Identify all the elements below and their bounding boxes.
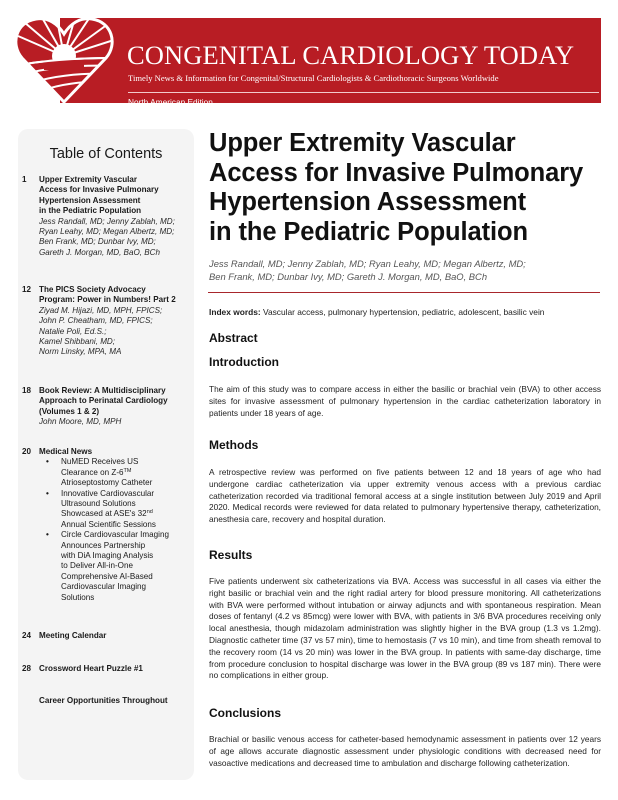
toc-author-line: Jess Randall, MD; Jenny Zablah, MD; <box>39 216 175 226</box>
methods-text: A retrospective review was performed on five patients between 12 and 18 years of age who had undergone cardiac catheterization via upper extremity venous access with a previous cardiac catheterization recorded via traditional femoral access at a single institution between July 2019 and April 2020. Medical records were reviewed for data related to pulmonary hypertensive therapy, catheterization, anesthesia care, recovery and hospital duration. <box>209 467 601 525</box>
article-title-line: Access for Invasive Pulmonary <box>209 158 584 187</box>
toc-entry-authors <box>39 417 197 427</box>
publication-tagline: Timely News & Information for Congenital/Structural Cardiologists & Cardiothoracic Surgeons Worldwide <box>128 73 499 83</box>
toc-title-line: Approach to Perinatal Cardiology <box>39 396 168 406</box>
abstract-heading: Abstract <box>209 331 258 345</box>
toc-page-number: 24 <box>22 631 32 640</box>
title-divider <box>208 292 600 293</box>
publication-title: CONGENITAL CARDIOLOGY TODAY <box>127 40 575 70</box>
conclusions-text: Brachial or basilic venous access for catheter-based hemodynamic assessment in patients over 12 years of age allows accurate diagnostic assessment under physiologic conditions with decreased need for vasoactive medications and decreased time to ambulation and discharge following catheterization. <box>209 734 601 768</box>
toc-entry-title[interactable] <box>39 175 197 217</box>
index-words-label: Index words: <box>209 307 261 317</box>
methods-heading: Methods <box>209 438 259 452</box>
news-line: Announces Partnership <box>61 540 146 550</box>
toc-page-number: 12 <box>22 285 32 294</box>
introduction-text: The aim of this study was to compare access in either the basilic or brachial vein (BVA) to other access sites for invasive assessment of pulmonary hypertension in the cardiac catheterization laboratory in patients under 18 years of age. <box>209 384 601 418</box>
news-line: Showcased at ASE's 32 <box>61 509 147 519</box>
news-item[interactable] <box>39 457 197 488</box>
news-line: Clearance on Z-6 <box>61 467 124 477</box>
toc-title-line: Access for Invasive Pulmonary <box>39 185 159 195</box>
toc-title: Table of Contents <box>49 146 163 162</box>
news-line: Cardiovascular Imaging <box>61 582 147 592</box>
toc-entry-title[interactable] <box>39 386 197 417</box>
toc-author-line: Kamel Shibbani, MD; <box>39 337 116 347</box>
article-authors <box>209 258 604 283</box>
toc-entry-title[interactable] <box>39 285 197 306</box>
toc-entry-title[interactable] <box>39 447 197 457</box>
article-title-line: in the Pediatric Population <box>209 217 528 246</box>
author-line: Ben Frank, MD; Dunbar Ivy, MD; Gareth J. Morgan, MD, BaO, BCh <box>209 270 488 282</box>
trademark-superscript: TM <box>123 467 132 474</box>
table-of-contents <box>18 129 194 780</box>
toc-page-number: 28 <box>22 664 32 673</box>
news-line: Atrioseptostomy Catheter <box>61 478 153 488</box>
results-text: Five patients underwent six catheterizations via BVA. Access was successful in all cases via either the right basilic or brachial vein and the right radial artery for blood pressure monitoring. All catheterizations with BVA were performed without intubation or airway adjuncts and with spontaneous respiration. Mean doses of fentanyl (4.2 vs 85mcg) were lower with BVA, with patients in 3/6 BVA procedures receiving only local anesthesia, though midazolam administration was slightly higher in the BVA group (1.3 vs 1.2mg). Diagnostic catheter time (37 vs 57 min), time to hemostasis (7 vs 10 min), and time from sheath removal to the recovery room (14 vs 20 min) was lower in the BVA group. In patients with same-day discharge, time from procedure conclusion to hospital discharge was lower in the BVA group (89 vs 187 min). There were no complications in either group. <box>209 576 601 681</box>
news-item[interactable] <box>39 530 197 603</box>
news-line: to Deliver All-in-One <box>61 561 133 571</box>
toc-title-line: in the Pediatric Population <box>39 206 142 216</box>
news-line: Solutions <box>61 592 95 602</box>
toc-title-line: (Volumes 1 & 2) <box>39 406 100 416</box>
toc-entry-authors <box>39 306 197 358</box>
toc-page-number: 1 <box>22 175 27 184</box>
toc-author-line: Ben Frank, MD; Dunbar Ivy, MD; <box>39 237 156 247</box>
toc-entry-title[interactable]: Crossword Heart Puzzle #1 <box>39 664 143 673</box>
toc-entry-title[interactable]: Meeting Calendar <box>39 631 107 640</box>
toc-entry-title[interactable]: Career Opportunities Throughout <box>39 696 168 705</box>
volume-issue: Vol. 19 - Issue 9 <box>128 108 188 118</box>
issue-date: September 2021 <box>515 104 577 114</box>
results-heading: Results <box>209 548 253 562</box>
index-words-text: Vascular access, pulmonary hypertension, pediatric, adolescent, basilic vein <box>262 307 545 317</box>
news-line: with DiA Imaging Analysis <box>61 551 154 561</box>
introduction-heading: Introduction <box>209 355 279 369</box>
toc-author-line: Norm Linsky, MPA, MA <box>39 347 122 357</box>
toc-title-line: Book Review: A Multidisciplinary <box>39 386 166 395</box>
news-line: Comprehensive AI-Based <box>61 571 153 581</box>
news-item[interactable] <box>39 489 197 531</box>
conclusions-heading: Conclusions <box>209 706 282 720</box>
article-title <box>209 129 609 247</box>
toc-author-line: Gareth J. Morgan, MD, BaO, BCh <box>39 247 160 257</box>
toc-entry-authors <box>39 217 197 259</box>
news-line: Ultrasound Solutions <box>61 499 136 509</box>
medical-news-list <box>39 457 197 603</box>
article-title-line: Hypertension Assessment <box>209 188 527 216</box>
toc-page-number: 18 <box>22 386 32 395</box>
toc-title-line: Program: Power in Numbers! Part 2 <box>39 295 176 305</box>
toc-title-line: Upper Extremity Vascular <box>39 175 138 184</box>
toc-author-line: John P. Cheatham, MD, FPICS; <box>39 316 153 326</box>
author-line: Jess Randall, MD; Jenny Zablah, MD; Ryan Leahy, MD; Megan Albertz, MD; <box>209 258 526 269</box>
masthead-banner <box>60 18 601 118</box>
toc-author-line: Ryan Leahy, MD; Megan Albertz, MD; <box>39 227 175 237</box>
toc-page-number: 20 <box>22 447 32 456</box>
toc-title-line: Hypertension Assessment <box>39 195 141 205</box>
news-line: • Innovative Cardiovascular <box>61 488 155 498</box>
index-words <box>209 307 604 317</box>
toc-title-line: The PICS Society Advocacy <box>39 285 146 294</box>
masthead-divider <box>128 92 599 93</box>
heart-sunrise-logo-icon <box>14 14 114 106</box>
news-line: • Circle Cardiovascular Imaging <box>61 530 169 540</box>
news-line: Annual Scientific Sessions <box>61 519 156 529</box>
toc-author-line: Natalie Poli, Ed.S.; <box>39 326 107 336</box>
edition-info <box>128 97 213 119</box>
edition-label: North American Edition <box>128 97 213 107</box>
news-line: • NuMED Receives US <box>61 457 139 467</box>
ordinal-superscript: nd <box>146 509 153 516</box>
toc-author-line: John Moore, MD, MPH <box>39 417 122 427</box>
article-title-line: Upper Extremity Vascular <box>209 129 516 157</box>
toc-author-line: Ziyad M. Hijazi, MD, MPH, FPICS; <box>39 305 163 315</box>
toc-title-line: Medical News <box>39 447 93 456</box>
